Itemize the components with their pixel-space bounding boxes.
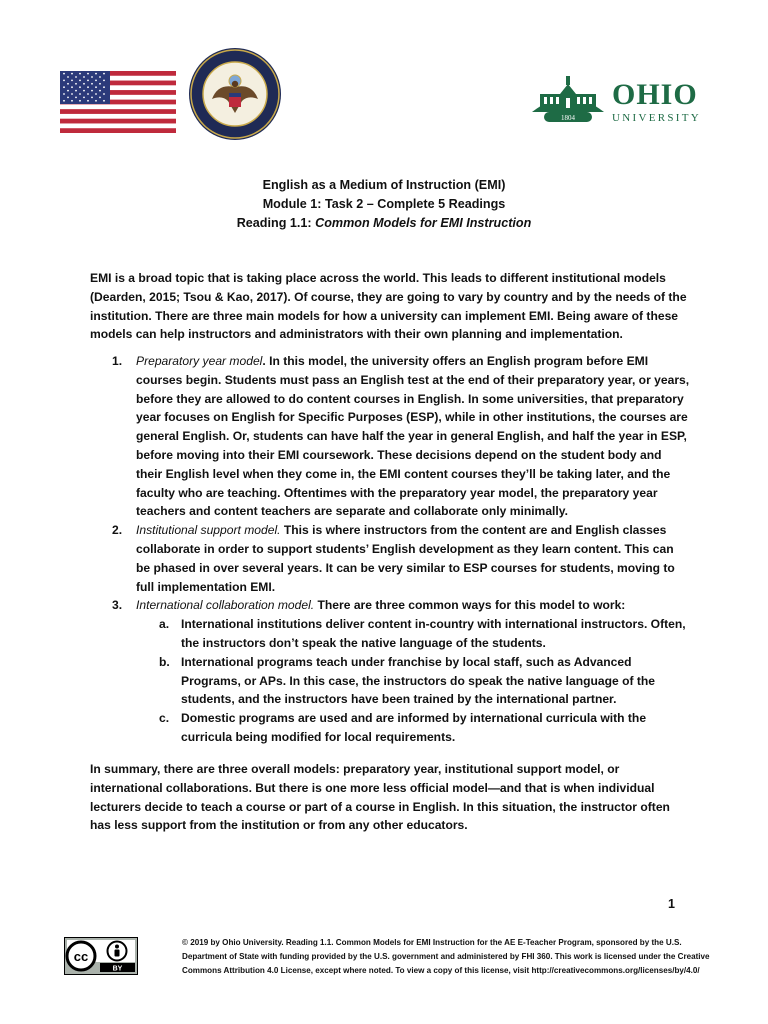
sub-list-item xyxy=(136,653,690,709)
us-flag-logo xyxy=(60,71,176,133)
sub-list-letter: a. xyxy=(159,617,170,632)
intro-paragraph: EMI is a broad topic that is taking place across the world. This leads to different institutional models (Dearden, 2015; Tsou & Kao, 2017). Of course, they are going to vary by country and by the needs of the institution. There are three main models for how a university can implement EMI. Being aware of these models can help instructors and administrators with their own planning and implementation. xyxy=(90,271,687,342)
sub-list-item xyxy=(136,615,690,653)
sub-list-text: International institutions deliver content in-country with international instructors. Often, the instructors don’t speak the native language of the students. xyxy=(181,617,686,650)
sub-list-letter: b. xyxy=(159,654,170,669)
model-term: Institutional support model. xyxy=(136,523,281,538)
creative-commons-by-badge[interactable] xyxy=(64,937,138,975)
document-title-block xyxy=(0,176,768,233)
list-item xyxy=(90,596,690,746)
sub-list-text: Domestic programs are used and are informed by international curricula with the curricula being modified for local requirements. xyxy=(181,711,647,744)
department-of-state-seal-logo xyxy=(188,47,282,141)
ohio-year-text: 1804 xyxy=(561,114,575,122)
university-wordmark: UNIVERSITY xyxy=(612,112,701,124)
course-title: English as a Medium of Instruction (EMI) xyxy=(262,178,506,192)
list-item xyxy=(90,521,690,596)
license-footer-text: © 2019 by Ohio University. Reading 1.1. Common Models for EMI Instruction for the AE E-Teacher Program, sponsored by the U.S. Department of State with funding provided by the U.S. government and administered by FHI 360. This work is licensed under the Creative Commons Attribution 4.0 License, except where noted. To view a copy of this license, visit http://creativecommons.org/licenses/by/4.0/ xyxy=(182,938,710,976)
model-term: Preparatory year model xyxy=(136,354,263,368)
page-number: 1 xyxy=(668,897,675,911)
module-title: Module 1: Task 2 – Complete 5 Readings xyxy=(262,197,506,211)
ohio-university-wordmark xyxy=(612,80,701,124)
list-item xyxy=(90,352,690,521)
model-description: There are three common ways for this model to work: xyxy=(314,598,626,613)
model-description: . In this model, the university offers an English program before EMI courses begin. Students must pass an English test at the end of their preparatory year, or years, before they are allowed to do content courses in English. In some universities, that preparatory year focuses on English for Specific Purposes (ESP), while in other institutions, the courses are general English. Or, students can have half the year in general English, and half the year in ESP, before moving into their EMI coursework. These decisions depend on the student body and their English level when they come in, the EMI content courses they’ll be taking later, and the faculty who are teaching. Oftentimes with the preparatory year model, the preparatory year teachers and content teachers are separate and collaborate only minimally. xyxy=(136,354,690,519)
cc-by-label: BY xyxy=(112,965,123,973)
list-number: 2. xyxy=(112,523,123,538)
model-description: This is where instructors from the content are and English classes collaborate in order to support students’ English development as they learn content. This can be phased in over several years. It can be very similar to ESP courses for students, moving to full implementation EMI. xyxy=(136,523,675,594)
list-number: 1. xyxy=(112,354,123,368)
reading-title-prefix: Reading 1.1: xyxy=(236,216,316,230)
summary-paragraph: In summary, there are three overall models: preparatory year, institutional support model, or international collaborations. But there is one more less official model—and that is when individual lecturers decide to teach a course or part of a course in English. In this situation, the instructor often has less support from the institution or from any other educators. xyxy=(90,762,670,833)
reading-title xyxy=(0,214,768,233)
sub-list-item xyxy=(136,709,690,747)
svg-text:cc: cc xyxy=(73,949,89,964)
list-number: 3. xyxy=(112,598,123,613)
sub-list-text: International programs teach under franchise by local staff, such as Advanced Programs, or APs. In this case, the instructors do speak the native language of the students, and the instructors have been trained by the international partner. xyxy=(181,654,656,707)
ohio-wordmark: OHIO xyxy=(612,78,698,111)
sub-list-letter: c. xyxy=(159,711,170,726)
reading-title-italic: Common Models for EMI Instruction xyxy=(315,216,532,230)
model-term: International collaboration model. xyxy=(136,598,315,613)
models-list xyxy=(90,352,690,747)
